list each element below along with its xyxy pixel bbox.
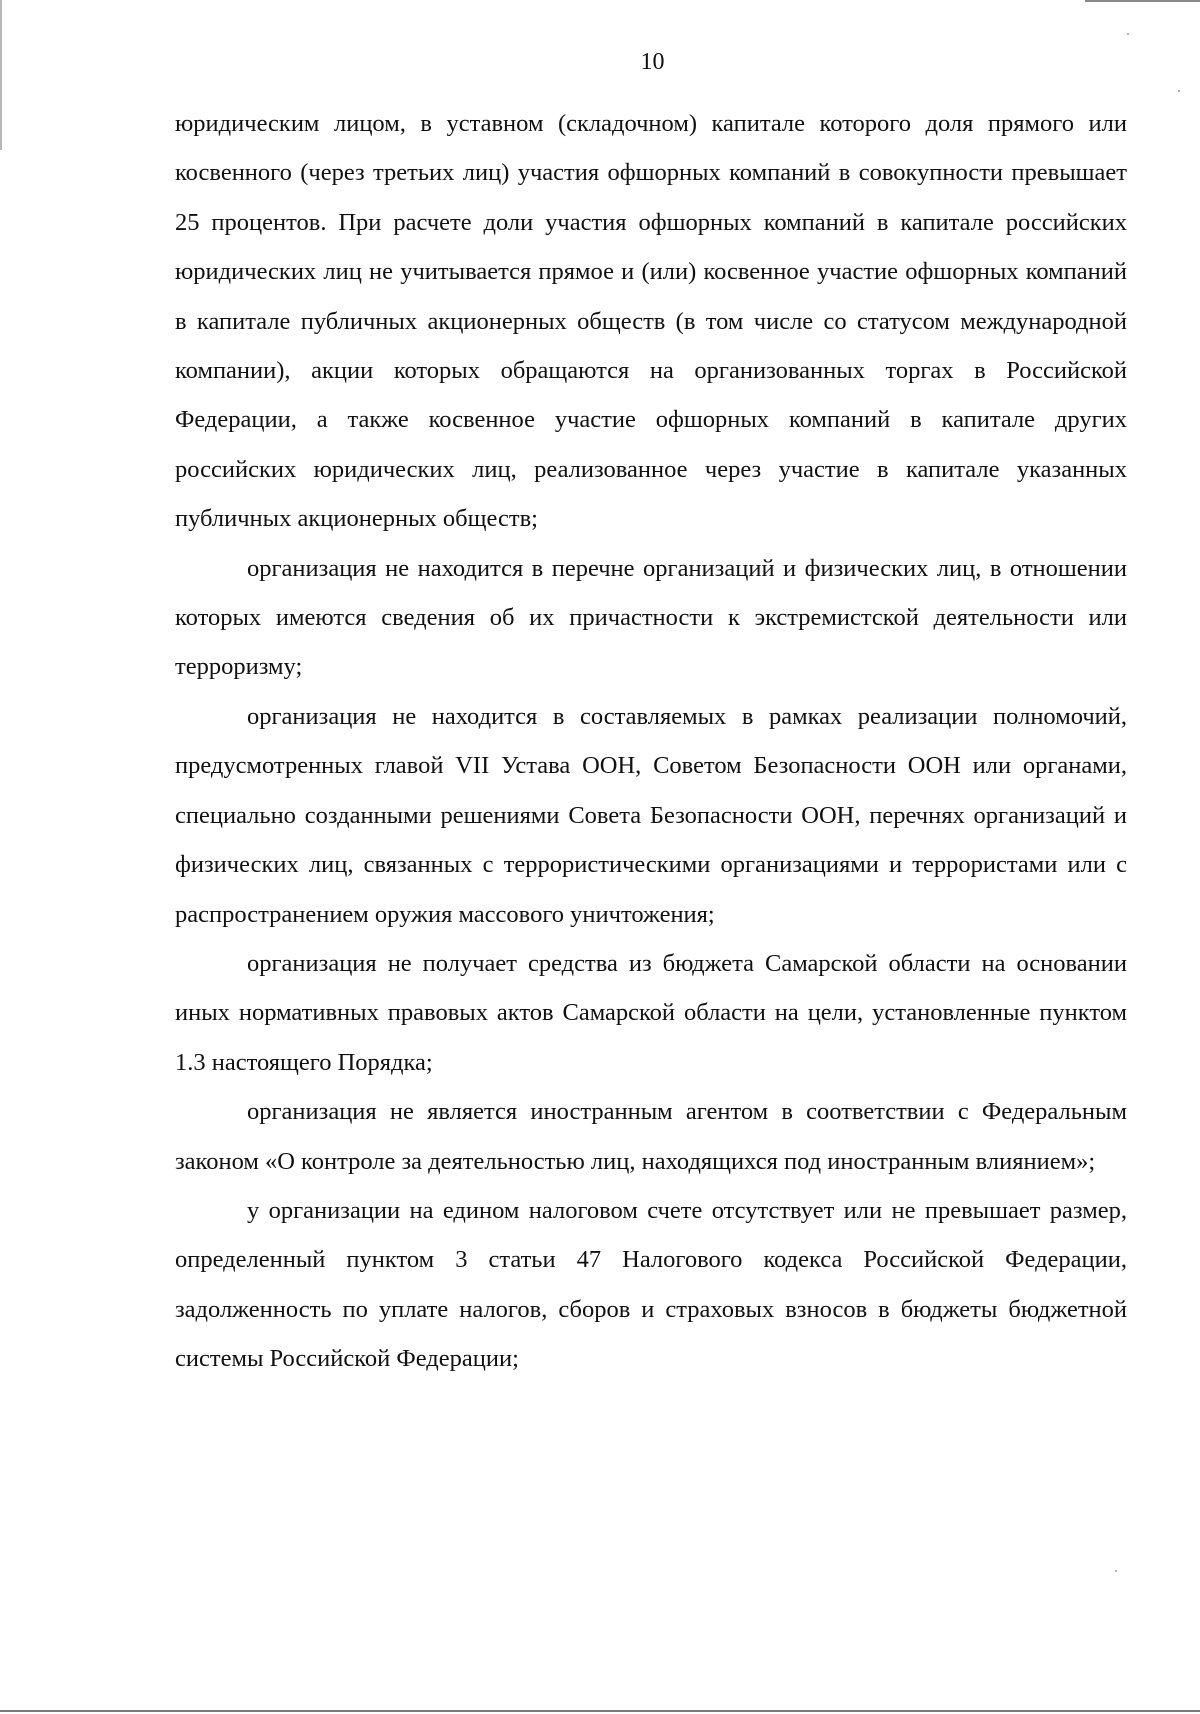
paragraph: юридическим лицом, в уставном (складочном) капитале которого доля прямого или косвенного (через третьих лиц) участия офшорных компаний в совокупности превышает 25 процентов. При расчете доли участия офшорных компаний в капитале российских юридических лиц не учитывается прямое и (или) косвенное участие офшорных компаний в капитале публичных акционерных обществ (в том числе со статусом международной компании), акции которых обращаются на организованных торгах в Российской Федерации, а также косвенное участие офшорных компаний в капитале других российских юридических лиц, реализованное через участие в капитале указанных публичных акционерных обществ;: [175, 110, 1127, 533]
document-body: [175, 99, 1127, 1384]
paragraph: организация не находится в перечне организаций и физических лиц, в отношении которых имеются сведения об их причастности к экстремистской деятельности или терроризму;: [175, 554, 1127, 681]
paragraph: организация не находится в составляемых в рамках реализации полномочий, предусмотренных главой VII Устава ООН, Советом Безопасности ООН или органами, специально созданными решениями Совета Безопасности ООН, перечнях организаций и физических лиц, связанных с террористическими организациями и террористами или с распространением оружия массового уничтожения;: [175, 702, 1127, 928]
paragraph: у организации на едином налоговом счете отсутствует или не превышает размер, определенный пунктом 3 статьи 47 Налогового кодекса Российской Федерации, задолженность по уплате налогов, сборов и страховых взносов в бюджеты бюджетной системы Российской Федерации;: [175, 1196, 1127, 1373]
scan-edge-bottom: [0, 1710, 1200, 1712]
page-number: 10: [640, 49, 665, 75]
scan-speck: [1127, 33, 1129, 35]
scan-edge-top: [1085, 0, 1200, 2]
scan-speck: [1178, 90, 1180, 92]
paragraph: организация не является иностранным агентом в соответствии с Федеральным законом «О контроле за деятельностью лиц, находящихся под иностранным влиянием»;: [175, 1098, 1127, 1175]
scan-speck: [1115, 1570, 1117, 1572]
paragraph: организация не получает средства из бюджета Самарской области на основании иных нормативных правовых актов Самарской области на цели, установленные пунктом 1.3 настоящего Порядка;: [175, 949, 1127, 1076]
